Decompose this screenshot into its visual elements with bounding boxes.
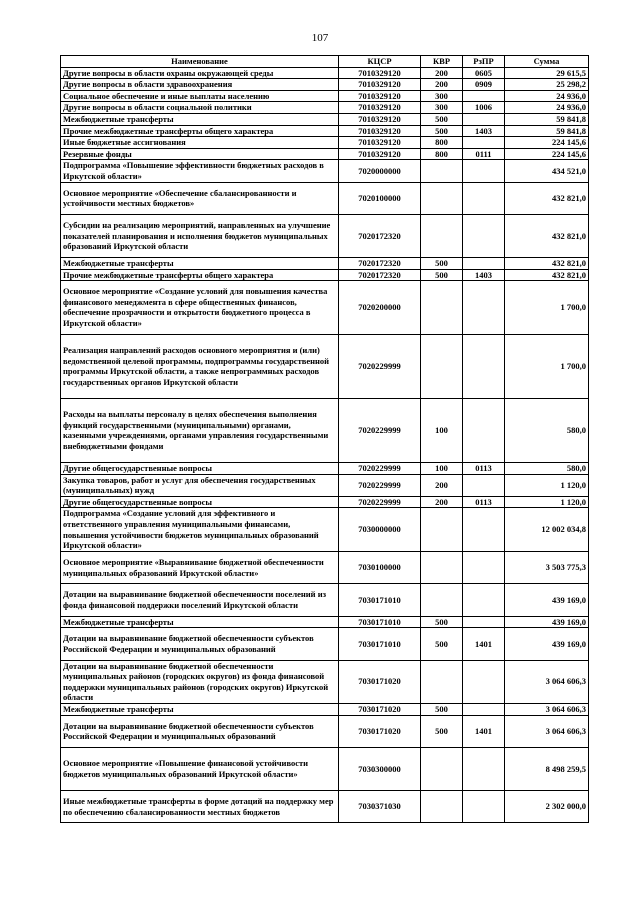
cell-sum: 59 841,8 (505, 125, 589, 137)
table-row (61, 257, 589, 269)
cell-sum: 224 145,6 (505, 148, 589, 160)
cell-name: Основное мероприятие «Обеспечение сбалансированности и устойчивости местных бюджетов» (61, 182, 339, 214)
cell-sum: 2 302 000,0 (505, 790, 589, 822)
cell-kcsr: 7030171020 (339, 660, 421, 703)
cell-rzpr: 1403 (463, 125, 505, 137)
cell-sum: 439 169,0 (505, 584, 589, 616)
cell-rzpr: 0605 (463, 67, 505, 79)
cell-rzpr (463, 703, 505, 715)
cell-name: Другие вопросы в области здравоохранения (61, 79, 339, 91)
cell-rzpr: 1401 (463, 715, 505, 747)
cell-kvr (421, 160, 463, 182)
cell-kcsr: 7010329120 (339, 113, 421, 125)
cell-name: Иные бюджетные ассигнования (61, 137, 339, 149)
cell-kcsr: 7020172320 (339, 257, 421, 269)
cell-kcsr: 7020172320 (339, 214, 421, 257)
cell-kvr: 100 (421, 398, 463, 462)
cell-kvr (421, 214, 463, 257)
page-number: 107 (311, 32, 329, 44)
cell-kvr (421, 508, 463, 551)
cell-name: Подпрограмма «Создание условий для эффективного и ответственного управления муниципальными финансами, повышения устойчивости бюджетов муниципальных образований Иркутской области» (61, 508, 339, 551)
cell-name: Социальное обеспечение и иные выплаты населению (61, 90, 339, 102)
cell-rzpr (463, 398, 505, 462)
cell-kcsr: 7030171010 (339, 628, 421, 660)
cell-rzpr (463, 90, 505, 102)
cell-rzpr (463, 113, 505, 125)
cell-rzpr: 1403 (463, 269, 505, 281)
table-row (61, 463, 589, 475)
cell-name: Дотации на выравнивание бюджетной обеспеченности поселений из фонда финансовой поддержки поселений Иркутской области (61, 584, 339, 616)
cell-rzpr (463, 281, 505, 335)
table-row (61, 90, 589, 102)
cell-kvr: 500 (421, 628, 463, 660)
header-rzpr: РзПР (463, 56, 505, 68)
cell-rzpr: 0113 (463, 463, 505, 475)
table-row (61, 474, 589, 496)
cell-sum: 432 821,0 (505, 257, 589, 269)
cell-name: Прочие межбюджетные трансферты общего характера (61, 269, 339, 281)
cell-kvr: 200 (421, 79, 463, 91)
cell-kcsr: 7030171010 (339, 616, 421, 628)
cell-rzpr (463, 747, 505, 790)
table-row (61, 125, 589, 137)
cell-kvr: 300 (421, 102, 463, 114)
header-kcsr: КЦСР (339, 56, 421, 68)
table-row (61, 660, 589, 703)
budget-table (60, 55, 589, 823)
cell-sum: 432 821,0 (505, 269, 589, 281)
cell-sum: 439 169,0 (505, 628, 589, 660)
cell-kvr: 500 (421, 616, 463, 628)
cell-sum: 439 169,0 (505, 616, 589, 628)
cell-kvr (421, 584, 463, 616)
cell-kcsr: 7020172320 (339, 269, 421, 281)
cell-kvr: 200 (421, 496, 463, 508)
cell-name: Дотации на выравнивание бюджетной обеспеченности муниципальных районов (городских округов) из фонда финансовой поддержки муниципальных районов (городских округов) Иркутской области (61, 660, 339, 703)
cell-kvr (421, 334, 463, 398)
cell-name: Дотации на выравнивание бюджетной обеспеченности субъектов Российской Федерации и муниципальных образований (61, 628, 339, 660)
cell-kcsr: 7030171010 (339, 584, 421, 616)
cell-kvr: 500 (421, 125, 463, 137)
header-kvr: КВР (421, 56, 463, 68)
cell-name: Основное мероприятие «Создание условий для повышения качества финансового менеджмента в сфере общественных финансов, обеспечение прозрачности и открытости бюджетного процесса в Иркутской области» (61, 281, 339, 335)
cell-sum: 1 700,0 (505, 281, 589, 335)
cell-kcsr: 7030300000 (339, 747, 421, 790)
table-row (61, 148, 589, 160)
table-row (61, 703, 589, 715)
table-row (61, 67, 589, 79)
cell-name: Межбюджетные трансферты (61, 616, 339, 628)
cell-name: Межбюджетные трансферты (61, 703, 339, 715)
cell-kvr: 500 (421, 269, 463, 281)
cell-kcsr: 7020200000 (339, 281, 421, 335)
table-header-row (61, 56, 589, 68)
cell-sum: 580,0 (505, 398, 589, 462)
cell-sum: 12 002 034,8 (505, 508, 589, 551)
cell-kcsr: 7020229999 (339, 474, 421, 496)
cell-kvr: 200 (421, 67, 463, 79)
cell-rzpr (463, 474, 505, 496)
cell-kvr: 100 (421, 463, 463, 475)
cell-rzpr: 0113 (463, 496, 505, 508)
cell-kvr: 500 (421, 257, 463, 269)
table-row (61, 616, 589, 628)
cell-sum: 434 521,0 (505, 160, 589, 182)
cell-sum: 432 821,0 (505, 214, 589, 257)
cell-kcsr: 7030171020 (339, 703, 421, 715)
table-row (61, 551, 589, 583)
cell-name: Другие вопросы в области охраны окружающей среды (61, 67, 339, 79)
table-row (61, 113, 589, 125)
table-row (61, 398, 589, 462)
cell-name: Основное мероприятие «Повышение финансовой устойчивости бюджетов муниципальных образований Иркутской области» (61, 747, 339, 790)
table-row (61, 496, 589, 508)
cell-kcsr: 7020229999 (339, 334, 421, 398)
cell-sum: 24 936,0 (505, 90, 589, 102)
cell-kcsr: 7030000000 (339, 508, 421, 551)
table-row (61, 334, 589, 398)
cell-sum: 3 503 775,3 (505, 551, 589, 583)
cell-kvr (421, 281, 463, 335)
cell-kvr: 500 (421, 703, 463, 715)
cell-name: Другие общегосударственные вопросы (61, 463, 339, 475)
cell-rzpr (463, 334, 505, 398)
cell-kcsr: 7030100000 (339, 551, 421, 583)
cell-kcsr: 7010329120 (339, 90, 421, 102)
cell-kcsr: 7010329120 (339, 148, 421, 160)
cell-kcsr: 7010329120 (339, 125, 421, 137)
cell-rzpr (463, 160, 505, 182)
cell-kcsr: 7010329120 (339, 79, 421, 91)
cell-kcsr: 7020229999 (339, 398, 421, 462)
cell-kvr (421, 660, 463, 703)
cell-sum: 580,0 (505, 463, 589, 475)
cell-kcsr: 7020000000 (339, 160, 421, 182)
cell-kcsr: 7020100000 (339, 182, 421, 214)
cell-name: Реализация направлений расходов основного мероприятия и (или) ведомственной целевой программы, подпрограммы государственной программы Иркутской области, а также непрограммных расходов государственных органов Иркутской области (61, 334, 339, 398)
cell-name: Субсидии на реализацию мероприятий, направленных на улучшение показателей планирования и исполнения бюджетов муниципальных образований Иркутской области (61, 214, 339, 257)
table-row (61, 102, 589, 114)
table-row (61, 79, 589, 91)
cell-kvr (421, 747, 463, 790)
cell-name: Прочие межбюджетные трансферты общего характера (61, 125, 339, 137)
table-row (61, 269, 589, 281)
cell-kvr: 300 (421, 90, 463, 102)
cell-kcsr: 7010329120 (339, 137, 421, 149)
cell-kvr: 500 (421, 113, 463, 125)
cell-rzpr (463, 257, 505, 269)
cell-name: Дотации на выравнивание бюджетной обеспеченности субъектов Российской Федерации и муниципальных образований (61, 715, 339, 747)
cell-rzpr (463, 584, 505, 616)
header-name: Наименование (61, 56, 339, 68)
table-row (61, 747, 589, 790)
table-body (61, 67, 589, 823)
cell-sum: 1 120,0 (505, 496, 589, 508)
cell-name: Основное мероприятие «Выравнивание бюджетной обеспеченности муниципальных образований Иркутской области» (61, 551, 339, 583)
cell-kvr: 500 (421, 715, 463, 747)
cell-kcsr: 7020229999 (339, 496, 421, 508)
cell-rzpr: 1401 (463, 628, 505, 660)
table-row (61, 584, 589, 616)
cell-rzpr (463, 182, 505, 214)
cell-kcsr: 7010329120 (339, 102, 421, 114)
table-row (61, 790, 589, 822)
cell-sum: 1 120,0 (505, 474, 589, 496)
cell-name: Другие вопросы в области социальной политики (61, 102, 339, 114)
cell-sum: 25 298,2 (505, 79, 589, 91)
cell-sum: 59 841,8 (505, 113, 589, 125)
cell-sum: 3 064 606,3 (505, 660, 589, 703)
cell-rzpr (463, 508, 505, 551)
cell-name: Другие общегосударственные вопросы (61, 496, 339, 508)
table-row (61, 628, 589, 660)
cell-kvr (421, 790, 463, 822)
cell-sum: 224 145,6 (505, 137, 589, 149)
cell-kvr: 800 (421, 137, 463, 149)
cell-sum: 24 936,0 (505, 102, 589, 114)
cell-name: Иные межбюджетные трансферты в форме дотаций на поддержку мер по обеспечению сбалансированности местных бюджетов (61, 790, 339, 822)
cell-rzpr (463, 660, 505, 703)
table-row (61, 508, 589, 551)
table-row (61, 715, 589, 747)
cell-rzpr (463, 137, 505, 149)
cell-rzpr (463, 551, 505, 583)
cell-rzpr (463, 214, 505, 257)
table-row (61, 281, 589, 335)
table-row (61, 182, 589, 214)
cell-rzpr (463, 790, 505, 822)
cell-kvr (421, 182, 463, 214)
cell-sum: 432 821,0 (505, 182, 589, 214)
cell-name: Расходы на выплаты персоналу в целях обеспечения выполнения функций государственными (муниципальными) органами, казенными учреждениями, органами управления государственными внебюджетными фондами (61, 398, 339, 462)
cell-kcsr: 7020229999 (339, 463, 421, 475)
cell-kcsr: 7030171020 (339, 715, 421, 747)
cell-rzpr: 0909 (463, 79, 505, 91)
cell-kvr: 200 (421, 474, 463, 496)
header-sum: Сумма (505, 56, 589, 68)
cell-rzpr: 1006 (463, 102, 505, 114)
cell-sum: 29 615,5 (505, 67, 589, 79)
cell-kvr (421, 551, 463, 583)
cell-kcsr: 7030371030 (339, 790, 421, 822)
cell-name: Межбюджетные трансферты (61, 113, 339, 125)
cell-kvr: 800 (421, 148, 463, 160)
cell-sum: 3 064 606,3 (505, 703, 589, 715)
cell-name: Межбюджетные трансферты (61, 257, 339, 269)
cell-rzpr (463, 616, 505, 628)
table-row (61, 137, 589, 149)
cell-kcsr: 7010329120 (339, 67, 421, 79)
cell-rzpr: 0111 (463, 148, 505, 160)
cell-name: Подпрограмма «Повышение эффективности бюджетных расходов в Иркутской области» (61, 160, 339, 182)
table-row (61, 214, 589, 257)
cell-name: Закупка товаров, работ и услуг для обеспечения государственных (муниципальных) нужд (61, 474, 339, 496)
cell-sum: 3 064 606,3 (505, 715, 589, 747)
cell-sum: 8 498 259,5 (505, 747, 589, 790)
table-row (61, 160, 589, 182)
cell-name: Резервные фонды (61, 148, 339, 160)
cell-sum: 1 700,0 (505, 334, 589, 398)
